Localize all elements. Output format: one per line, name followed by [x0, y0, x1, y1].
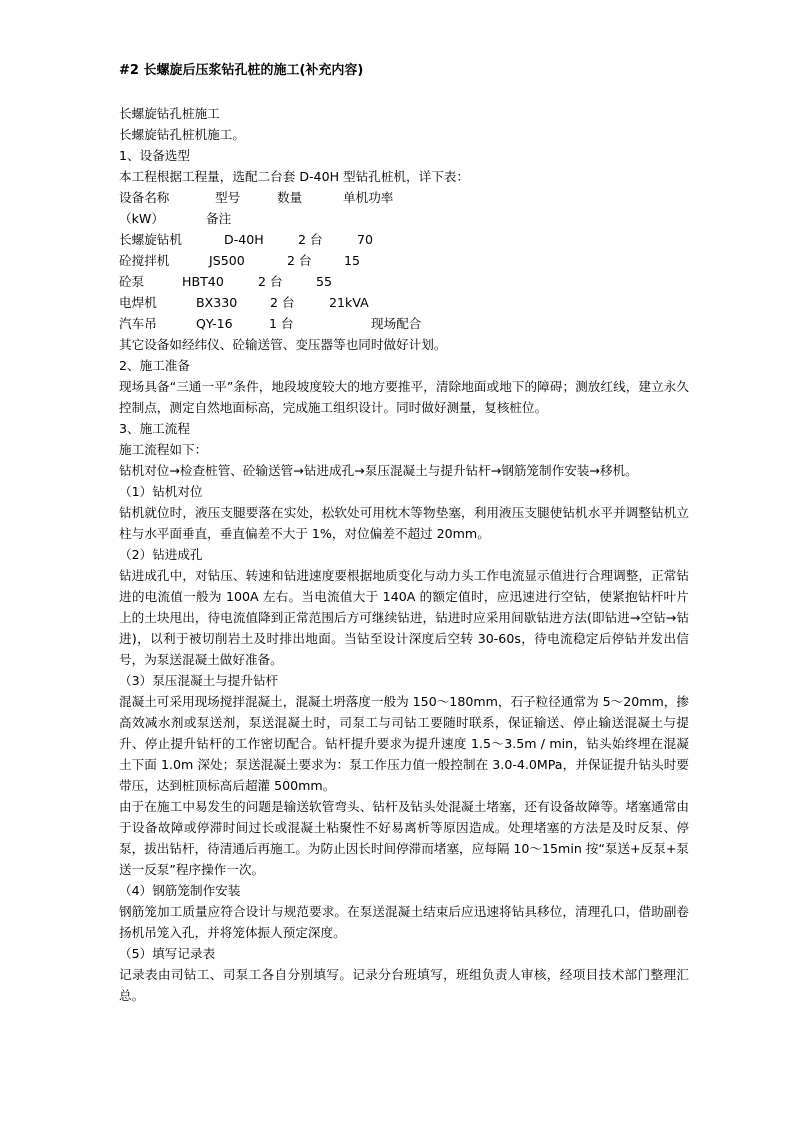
paragraph: 混凝土可采用现场搅拌混凝土，混凝土坍落度一般为 150～180mm，石子粒径通常为 5～20mm，掺高效减水剂或泵送剂，泵送混凝土时，司泵工与司钻工要随时联系，保证输送、停止输送混凝土与提升、停止提升钻杆的工作密切配合。钻杆提升要求为提升速度 1.5～3.5m / min，钻头始终埋在混凝土下面 1.0m 深处；泵送混凝土要求为：泵工作压力值一般控制在 3.0-4.0MPa，并保证提升钻头时要带压，达到桩顶标高后超灌 500mm。 — [119, 694, 689, 793]
paragraph: 钻进成孔中，对钻压、转速和钻进速度要根据地质变化与动力头工作电流显示值进行合理调整，正常钻进的电流值一般为 100A 左右。当电流值大于 140A 的额定值时，应迅速进行空钻，使紧抱钻杆叶片上的土块甩出，待电流值降到正常范围后方可继续钻进，钻进时应采用间歇钻进方法(即钻进→空钻→钻进)，以利于被切削岩土及时排出地面。当钻至设计深度后空转 30-60s，待电流稳定后停钻并发出信号，为泵送混凝土做好准备。 — [119, 568, 689, 667]
subsection-heading: （3）泵压混凝土与提升钻杆 — [119, 673, 279, 688]
section-heading: 长螺旋钻孔桩施工 — [119, 106, 220, 121]
paragraph: 钢筋笼加工质量应符合设计与规范要求。在泵送混凝土结束后应迅速将钻具移位，清理孔口，借助副卷扬机吊笼入孔，并将笼体振人预定深度。 — [119, 904, 689, 940]
table-header-cell: 型号 — [215, 190, 241, 205]
table-header-cell: 数量 — [277, 190, 303, 205]
table-row — [119, 250, 689, 271]
table-cell: 70 — [357, 232, 374, 247]
table-cell: 现场配合 — [371, 316, 422, 331]
subsection-heading: （5）填写记录表 — [119, 946, 216, 961]
table-cell: 21kVA — [329, 295, 369, 310]
table-cell: 电焊机 — [119, 295, 157, 310]
paragraph: 由于在施工中易发生的问题是输送软管弯头、钻杆及钻头处混凝土堵塞，还有设备故障等。堵塞通常由于设备故障或停滞时间过长或混凝土粘聚性不好易离析等原因造成。处理堵塞的方法是及时反泵、停泵，拔出钻杆，待清通后再施工。为防止因长时间停滞而堵塞，应每隔 10～15min 按“泵送+反泵+泵送一反泵”程序操作一次。 — [119, 799, 689, 877]
table-cell: 砼搅拌机 — [119, 253, 170, 268]
subsection-heading: （2）钻进成孔 — [119, 547, 203, 562]
table-cell: 砼泵 — [119, 274, 145, 289]
table-cell: QY-16 — [196, 316, 233, 331]
table-header-cell: （kW） — [119, 211, 164, 226]
table-cell: D-40H — [224, 232, 264, 247]
table-cell: HBT40 — [182, 274, 224, 289]
text-line: 其它设备如经纬仪、砼输送管、变压器等也同时做好计划。 — [119, 337, 447, 352]
document-title: #2 长螺旋后压浆钻孔桩的施工(补充内容) — [119, 63, 364, 78]
table-header-row — [119, 187, 689, 208]
table-cell: BX330 — [196, 295, 238, 310]
table-row — [119, 271, 689, 292]
paragraph: 钻机就位时，液压支腿要落在实处，松软处可用枕木等物垫塞，利用液压支腿使钻机水平并调整钻机立柱与水平面垂直，垂直偏差不大于 1%，对位偏差不超过 20mm。 — [119, 505, 689, 541]
table-cell: 1 台 — [269, 316, 294, 331]
table-header-cell: 设备名称 — [119, 190, 170, 205]
table-row — [119, 229, 689, 250]
table-row — [119, 292, 689, 313]
text-line: 长螺旋钻孔桩机施工。 — [119, 127, 245, 142]
table-cell: 2 台 — [298, 232, 323, 247]
table-cell: 长螺旋钻机 — [119, 232, 182, 247]
table-header-row — [119, 208, 689, 229]
subsection-heading: （4）钢筋笼制作安装 — [119, 883, 241, 898]
paragraph: 钻机对位→检查桩管、砼输送管→钻进成孔→泵压混凝土与提升钻杆→钢筋笼制作安装→移机。 — [119, 463, 638, 478]
section-heading: 2、施工准备 — [119, 358, 190, 373]
section-heading: 3、施工流程 — [119, 421, 190, 436]
table-cell: 2 台 — [287, 253, 312, 268]
subsection-heading: （1）钻机对位 — [119, 484, 203, 499]
table-cell: 55 — [316, 274, 333, 289]
table-row — [119, 313, 689, 334]
text-line: 施工流程如下： — [119, 442, 208, 457]
table-cell: 15 — [344, 253, 361, 268]
document-page — [119, 60, 689, 1006]
table-cell: 2 台 — [258, 274, 283, 289]
section-heading: 1、设备选型 — [119, 148, 190, 163]
table-header-cell: 备注 — [206, 211, 232, 226]
paragraph: 记录表由司钻工、司泵工各自分别填写。记录分台班填写，班组负责人审核，经项目技术部门整理汇总。 — [119, 967, 689, 1003]
paragraph: 现场具备“三通一平”条件，地段坡度较大的地方要推平，清除地面或地下的障碍；测放红线，建立永久控制点，测定自然地面标高，完成施工组织设计。同时做好测量，复核桩位。 — [119, 379, 689, 415]
table-cell: 汽车吊 — [119, 316, 157, 331]
table-header-cell: 单机功率 — [343, 190, 394, 205]
table-cell: JS500 — [209, 253, 245, 268]
text-line: 本工程根据工程量，选配二台套 D-40H 型钻孔桩机，详下表： — [119, 169, 469, 184]
table-cell: 2 台 — [270, 295, 295, 310]
